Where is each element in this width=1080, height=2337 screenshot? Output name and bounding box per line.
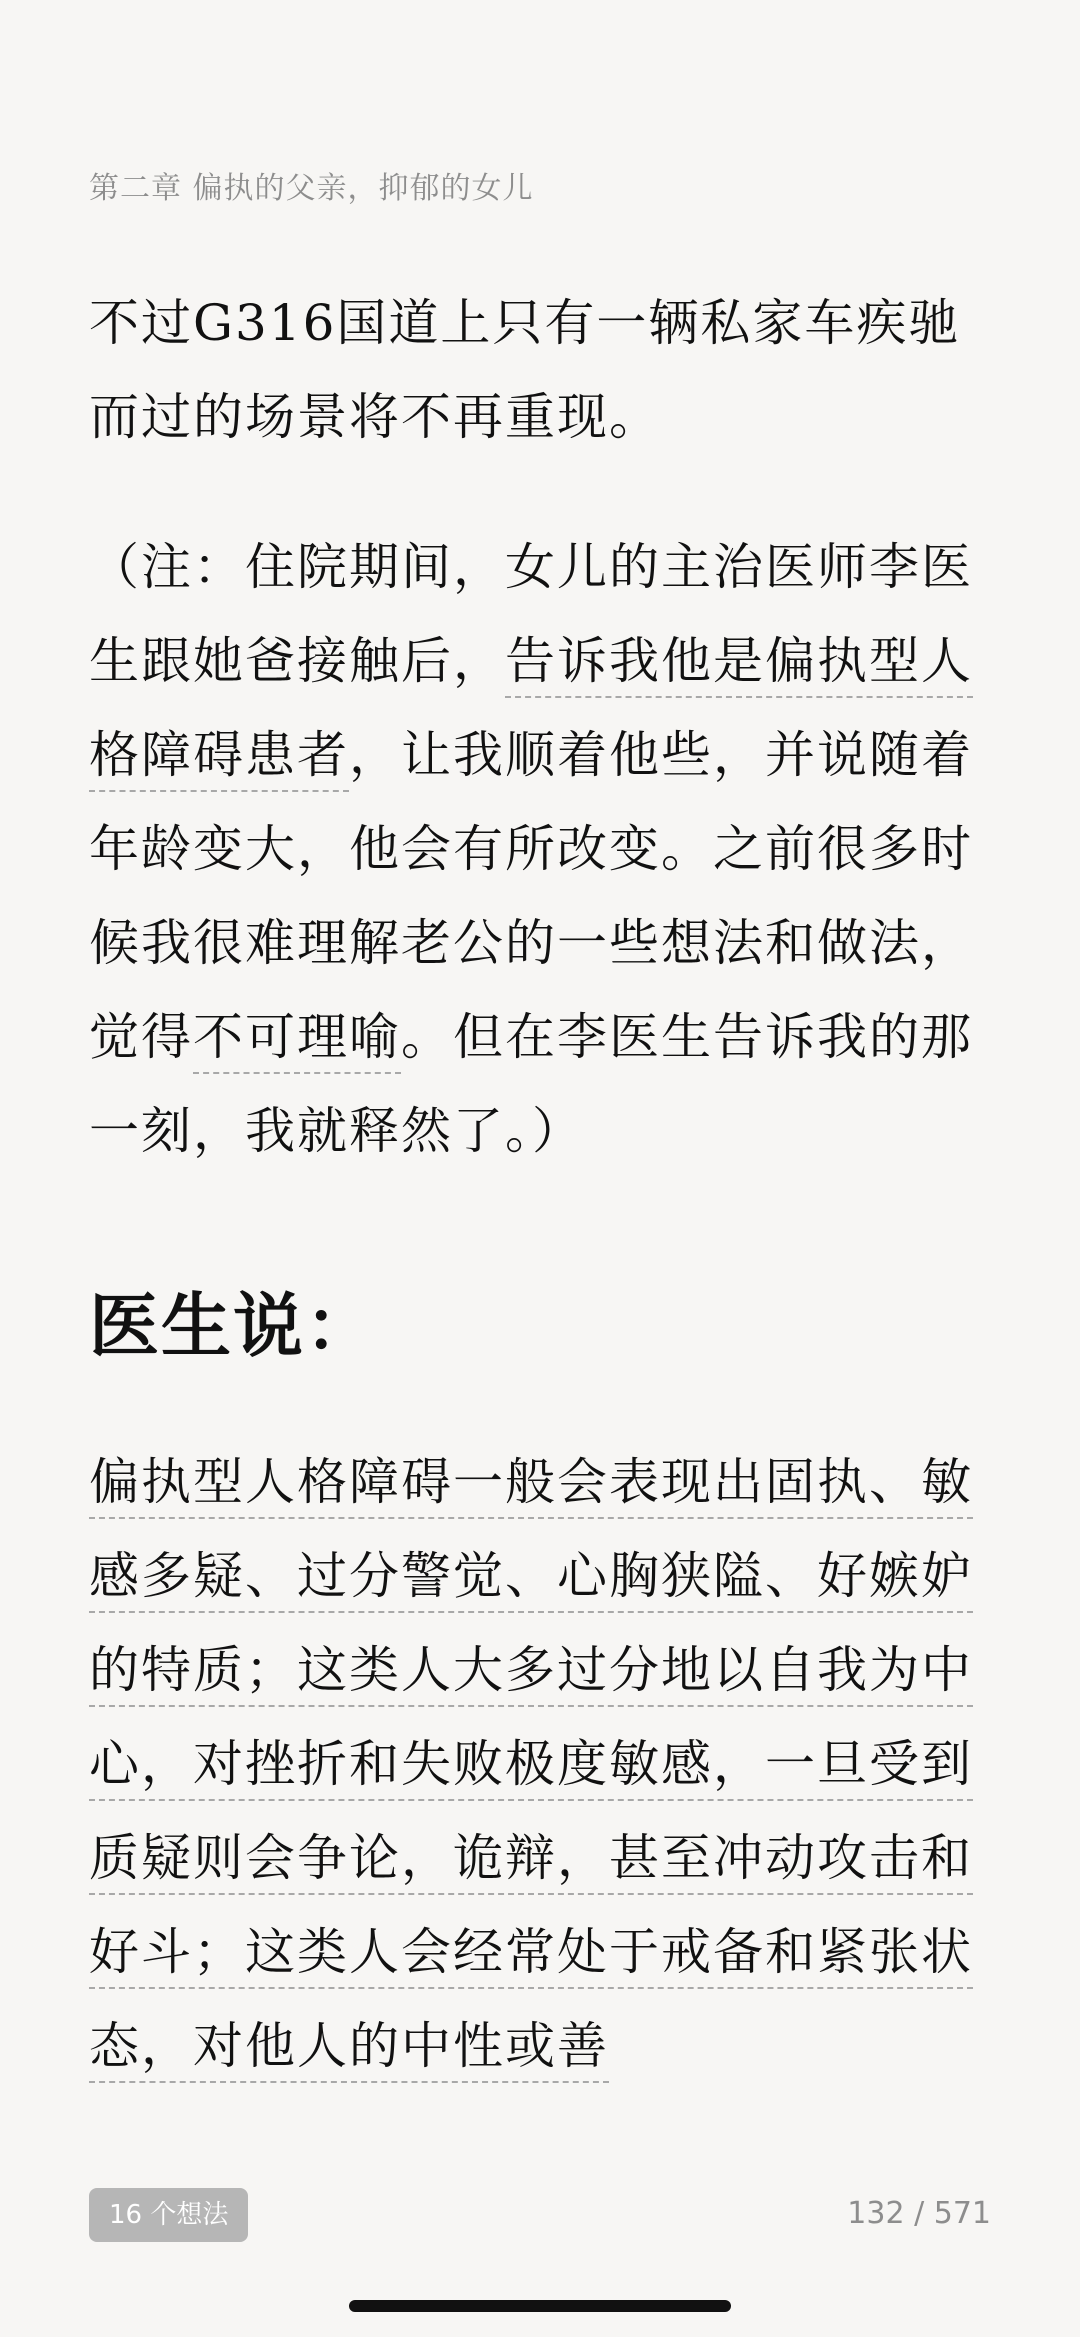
chapter-title: 第二章 偏执的父亲，抑郁的女儿 (89, 171, 534, 206)
section-heading: 医生说： (89, 1284, 377, 1367)
paragraph-2 (89, 520, 989, 1178)
paragraph-2-text: （注：住院期间，女儿的主治医师李医生跟她爸接触后， (89, 538, 973, 690)
home-indicator[interactable] (349, 2300, 731, 2312)
paragraph-2-text: 。但在李医生告诉我的那一刻，我就释然了。） (89, 1008, 973, 1160)
ideas-button[interactable]: 16 个想法 (89, 2188, 248, 2242)
paragraph-3 (89, 1435, 989, 2093)
page-indicator: 132 / 571 (847, 2196, 991, 2231)
highlighted-passage[interactable]: 偏执型人格障碍一般会表现出固执、敏感多疑、过分警觉、心胸狭隘、好嫉妒的特质；这类人大多过分地以自我为中心，对挫折和失败极度敏感，一旦受到质疑则会争论，诡辩，甚至冲动攻击和好斗；这类人会经常处于戒备和紧张状态，对他人的中性或善 (89, 1453, 973, 2083)
paragraph-2-text: ，让我顺着他些，并说随着年龄变大，他会有所改变。之前很多时候我很难理解老公的一些想法和做法，觉得 (89, 726, 973, 1066)
paragraph-1: 不过G316国道上只有一辆私家车疾驰而过的场景将不再重现。 (89, 294, 961, 446)
highlighted-passage[interactable]: 不可理喻 (193, 1008, 401, 1074)
highlighted-passage[interactable]: 告诉我他是偏执型人格障碍患者 (89, 632, 973, 792)
